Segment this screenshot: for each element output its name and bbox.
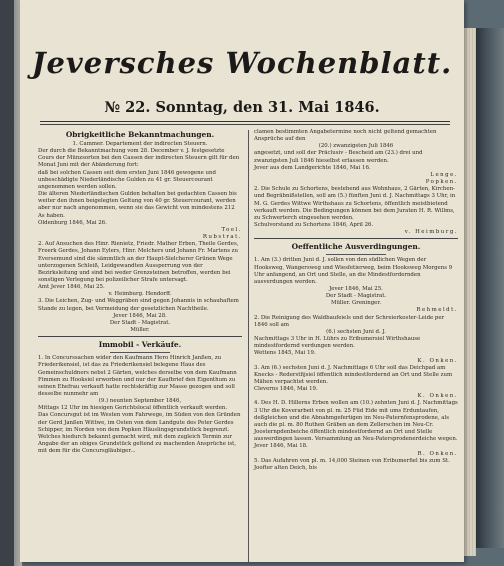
notice-date-highlight: (20.) zwanzigsten Juli 1846 (318, 143, 394, 150)
notice-signature: Rehmeldt. (416, 307, 458, 314)
notice-date: Cleverns 1846, Mai 19. (254, 386, 318, 393)
notice-paragraph: 1. Cammer. Departement der indirecten Steuern. (72, 141, 208, 147)
notice-paragraph: 2. Die Reinigung des Waldbaufeiels und der Schreierkoster-Leide per 1846 soll am (254, 314, 445, 328)
notice-signature: R. Onken. (417, 450, 458, 457)
section-heading-tenders: Oeffentliche Ausverdingungen. (291, 242, 421, 252)
heading-rule (110, 352, 170, 353)
section-divider (254, 238, 458, 239)
book-spine (476, 28, 504, 548)
notice-paragraph: 3. Am (6.) sechsten Juni d. J. Nachmittags 6 Uhr soll das Deichpad am Knecks - Rederstfijsiel öffentlich mindestfordernd an Ort und Stelle zum Mähen verpachtet werden. (254, 364, 453, 385)
issue-line: № 22. Sonntag, den 31. Mai 1846. (104, 99, 380, 116)
notice-paragraph: Die älteren Niederländischen Gulden behalten bei gedachten Cassen bis weiter den ihnen beigelegten Geltung von 40 gr. Steuercourant, werden aber nur nach angenommen, wenn sie das Gewicht von mindestens 212 As haben. (38, 191, 237, 219)
notice-date: Jever 1846, Mai 25. (329, 285, 383, 292)
notice-paragraph: daß bei solchen Cassen seit dem ersten Juni 1846 gewogene und unbeschädigte Niederländische Gulden zu 41 gr. Steuercourant angenommen werden sollen. (38, 169, 216, 190)
notice-date: Jever aus dem Landgerichte 1846, Mai 16. (254, 164, 371, 171)
notice-authority: Der Stadt - Magistrat. (325, 293, 387, 300)
notice-paragraph: 1. In Concurssachen wider den Kaufmann Hero Hinrich Janßen, zu Friederikensiel, ist das zu Friederikensiel belegene Haus des Gemeinschuldners nebst 2 Gärten, welches derselbe von dem Kaufmann Fimmen zu Hooksiel erworben und nur der Kaufbrief den Eigenthum zu seinen Ehefrau verkauft hatte rechtskräftig zur Masse gezogen und soll desselbe nunmehr am (38, 355, 237, 397)
notice-date: Wettens 1845, Mai 19. (254, 350, 316, 357)
notice-signature: Rubstrat. (202, 234, 242, 241)
notice-paragraph: clamen bestimmten Angabetermine noch nicht geltend gemachten Ansprüche auf den (254, 129, 437, 143)
notice-date-highlight: (9.) neunten September 1846, (98, 398, 182, 405)
notice-paragraph: Der durch die Bekanntmachung vom 28. December v. J. festgesetzte Cours der Münzsorten bei den Cassen der indirecten Steuern gilt für den Monat Juni mit der Abänderung fort: (38, 148, 240, 169)
notice-date: Amt Jever 1846, Mai 25. (38, 284, 105, 291)
masthead-rule-top (40, 121, 450, 122)
section-heading-official: Obrigkeitliche Bekanntmachungen. (65, 130, 215, 139)
notice-signature: Toel. (221, 226, 242, 233)
notice-signature: Lenge. (430, 171, 458, 178)
left-column (38, 129, 242, 455)
notice-paragraph: 4. Des H. D. Hillerns Erben wollen am (10.) zehnten Juni d. J. Nachmittags 3 Uhr die Koverarbeit von pl. m. 25 Füd Eide mit ums Erduntaufen, deßgleichen und die Abnahmgefertigen im Neu-Paternfensprodene, als auch die pl. m. 80 Ruthen Gräben an dem Zellerschen im Neu-Cr. Joosternpdenbeiche öffentlich mindestfordernd an Ort und Stelle auswerdingen lassen. Versammlung an Neu-Patersprodenerdeiche wegen. (254, 400, 458, 443)
notice-signature: v. Heimburg. Hendorff. (108, 291, 172, 298)
notice-paragraph: 5. Das Aufahren von pl. m. 14,000 Steinen von Eribumerfiel bis zum St. Joofter alten Deich, bis (254, 457, 450, 471)
notice-paragraph: Das Concursgut ist im Westen vom Fahrwege, im Süden von den Gründen der Gerd Janßen Wittwe, im Osten von dem Landgute des Peter Gerdes Schipper, im Norden von dem Popken Häuslingsgrundstück begrenzt. (38, 412, 241, 433)
notice-paragraph: Mittags 12 Uhr im hiesigen Gerichtslocal öffentlich verkauft werden. (38, 405, 228, 412)
column-separator (248, 130, 249, 562)
section-divider (38, 336, 242, 337)
book-edge-dark (0, 0, 14, 566)
right-column (254, 129, 458, 472)
notice-date: Schulvorstand zu Schortens 1846, April 26. (254, 222, 374, 229)
notice-signature: v. Heimburg. (404, 229, 458, 236)
section-heading-real-estate: Immobil - Verkäufe. (98, 340, 182, 350)
notice-date: Jever 1846, Mai 18. (254, 443, 308, 450)
notice-authority: Der Stadt - Magistrat. (109, 319, 171, 326)
notice-paragraph: Welches hiedurch bekannt gemacht wird, mit dem zugleich Termin zur Angabe der an obiges Grundstück geltend zu machenden Ansprüche ist, mit dem für die Concursgläubiger... (38, 433, 237, 455)
newspaper-page (20, 0, 464, 562)
notice-paragraph: 2. Die Schule zu Schortens, bestehend aus Wohnhaus, 2 Gärten, Kirchen- und Begräbnißstellen, soll am (5.) fünften Juni d. J. Nachmittags 3 Uhr, in M. G. Gerdes Wittwe Wirthshaus zu Schortens, öffentlich meistbietend verkauft werden. Die Bedingungen können bei dem Juraten H. R. Willms, zu Schwerterch eingesehen werden. (254, 186, 456, 221)
notice-paragraph: Nachmittags 3 Uhr in H. Lührs zu Eribumersiel Wirthshause mindestfordernd verdungen werden. (254, 336, 421, 350)
notice-signature: Müller. (130, 327, 150, 334)
notice-signature: Popken. (425, 179, 458, 186)
masthead-rule-bottom (40, 124, 450, 125)
heading-rule (326, 254, 386, 255)
notice-signature: K. Onken. (417, 357, 458, 364)
notice-paragraph: 3. Die Leichen, Zug- und Weggräben sind gegen Johannis in schauhaftem Stande zu legen, bei Vermeidung der gesetzlichen Nachtheile. (38, 298, 239, 312)
notice-paragraph: 2. Auf Ansuchen des Hinr. Rienietz, Friedr. Mather Erben, Theile Gerdes, Freerk Gerdes, Johann Eylers, Hinr. Melchers und Johann Fr. Martens zu Eversemund sind die sämmtlich an der Haupt-Sielcherer Grünen Wege unterzogenen Schleiß, Leidgewandten Aussperrung von der Bezirksleitung und sind bei weder Grenzsteinen betroffen, werden bei sonstigen Verlegung bei polizeilicher Strafe untersagt. (38, 241, 239, 283)
notice-signature: K. Onken. (417, 393, 458, 400)
notice-date: Oldenburg 1846, Mai 26. (38, 219, 107, 226)
notice-paragraph: angesetzt, und soll der Präclusiv - Bescheid am (23.) drei und zwanzigsten Juli 1846 hieselbst erlassen werden. (254, 150, 423, 164)
notice-date-highlight: (6.) sechsten Juni d. J. (326, 328, 386, 335)
notice-paragraph: 1. Am (3.) dritten Juni d. J. sollen von den südlichen Wegen der Hooksweg, Wangersweg und Wiesfetierweg, beim Hooksweg Morgens 9 Uhr anfangend, an Ort und Stelle, an die Mindestfordernden ausverdungen werden. (254, 257, 453, 285)
masthead-title: Jeversches Wochenblatt. (31, 46, 453, 80)
notice-date: Jever 1846, Mai 28. (113, 312, 167, 319)
notice-signature: Müller. Greninger. (330, 300, 382, 307)
